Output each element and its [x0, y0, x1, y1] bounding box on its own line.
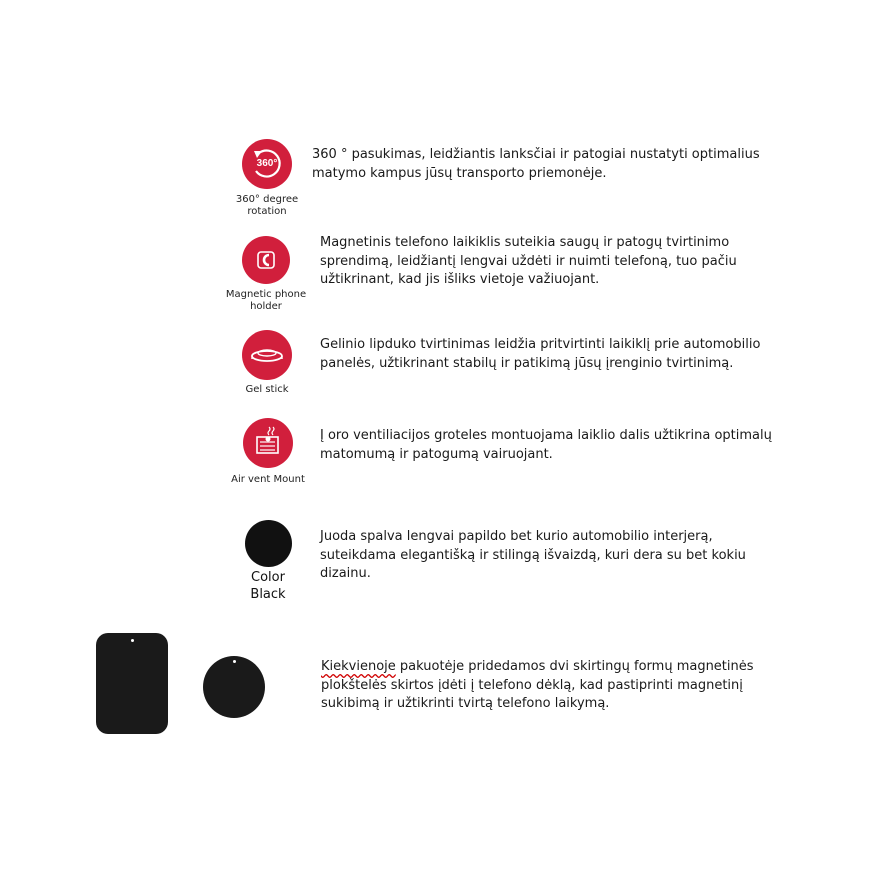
- color-black-caption: Color Black: [250, 570, 286, 602]
- color-swatch-black: [245, 520, 292, 567]
- plate-hole: [131, 639, 134, 642]
- magnetic-holder-caption: Magnetic phone holder: [225, 289, 307, 312]
- magnetic-holder-badge: [242, 236, 290, 284]
- svg-text:360°: 360°: [256, 158, 278, 169]
- plates-text: pakuotėje pridedamos dvi skirtingų formų magnetinės plokštelės skirtos įdėti į telefono dėklą, kad pastiprinti magnetinį sukibimą ir užtikrinti tvirtą telefono laikymą.: [321, 659, 754, 711]
- rotation-360-badge: [242, 139, 292, 189]
- gel-stick-badge: [242, 330, 292, 380]
- gel-stick-description: Gelinio lipduko tvirtinimas leidžia pritvirtinti laikiklį prie automobilio panelės, užtikrinant stabilų ir patikimą jūsų įrenginio tvirtinimą.: [320, 337, 761, 371]
- air-vent-badge: [243, 418, 293, 468]
- spellcheck-word: Kiekvienoje: [321, 659, 396, 674]
- magnet-icon: [242, 236, 290, 284]
- rotation-360-icon: [242, 139, 292, 189]
- rotation-360-caption: 360° degree rotation: [235, 194, 299, 217]
- air-vent-icon: [243, 418, 293, 468]
- gel-pad-icon: [242, 330, 292, 380]
- round-magnetic-plate: [203, 656, 265, 718]
- air-vent-caption: Air vent Mount: [231, 474, 305, 485]
- gel-stick-caption: Gel stick: [245, 384, 289, 395]
- rectangular-magnetic-plate: [96, 633, 168, 734]
- rotation-360-description: 360 ° pasukimas, leidžiantis lanksčiai ir patogiai nustatyti optimalius matymo kampus jūsų transporto priemonėje.: [312, 147, 760, 181]
- magnetic-holder-description: Magnetinis telefono laikiklis suteikia saugų ir patogų tvirtinimo sprendimą, leidžiantį lengvai uždėti ir nuimti telefoną, tuo pačiu užtikrinant, kad jis išliks vietoje važiuojant.: [320, 235, 737, 287]
- plate-hole: [233, 660, 236, 663]
- magnetic-plates-description: [321, 658, 761, 714]
- color-black-description: Juoda spalva lengvai papildo bet kurio automobilio interjerą, suteikdama elegantišką ir stilingą išvaizdą, kuri dera su bet kokiu dizainu.: [320, 529, 746, 581]
- air-vent-description: Į oro ventiliacijos groteles montuojama laiklio dalis užtikrina optimalų matomumą ir patogumą vairuojant.: [320, 428, 772, 462]
